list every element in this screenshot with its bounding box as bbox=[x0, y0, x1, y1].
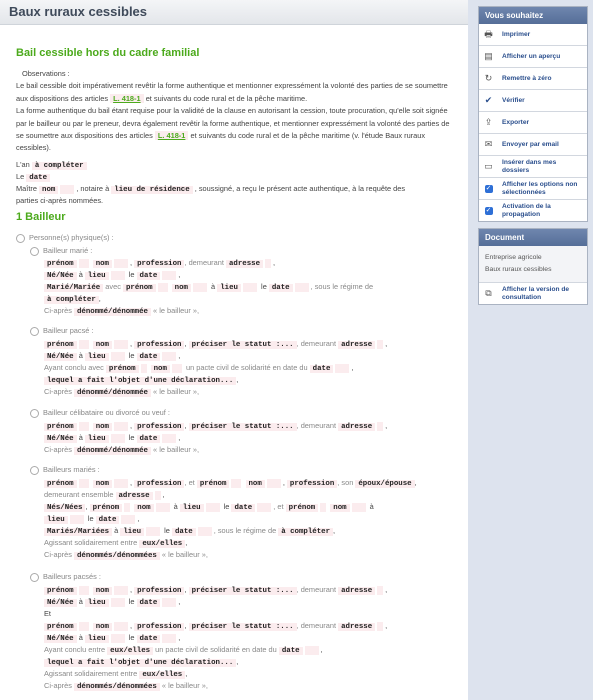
row: prénom nom , profession , préciser le statut :... , demeurant adresse , bbox=[44, 620, 387, 633]
propagation-toggle[interactable]: ✓ Activation de la propagation bbox=[479, 199, 587, 221]
section-bailleur-title: 1 Bailleur bbox=[16, 211, 66, 223]
observation-2: La forme authentique du bail étant requise pour la validité de la clause en autorisant la cession, toute procuration, qu'elle soit signée par le bailleur ou par le preneur, devra également revêtir la forme authentique, et mentionner expressément la volonté des parties de se soumettre aux dispositions des articles L. 418-1 et suivants du code rural et de la pêche maritime (v. l'étude Baux ruraux cessibles). bbox=[16, 106, 450, 153]
article-link[interactable]: L. 418-1 bbox=[110, 94, 144, 103]
row: Agissant solidairement entre eux/elles , bbox=[44, 538, 188, 548]
observations-label: Observations : bbox=[22, 69, 70, 78]
date-field[interactable]: date bbox=[26, 174, 50, 182]
insert-folder-button[interactable]: ▭ Insérer dans mes dossiers bbox=[479, 155, 587, 177]
row: demeurant ensemble adresse , bbox=[44, 490, 165, 500]
radio-icon[interactable] bbox=[30, 409, 39, 418]
row: Ci-après dénommés/dénommées « le bailleur », bbox=[44, 681, 208, 691]
row: Ci-après dénommé/dénommée « le bailleur », bbox=[44, 387, 200, 397]
option-bailleur-marie[interactable]: Bailleur marié : bbox=[30, 245, 92, 257]
checkbox-icon[interactable]: ✓ bbox=[485, 184, 492, 192]
row: lequel a fait l'objet d'une déclaration... , bbox=[44, 656, 238, 669]
row: Nés/Nées , prénom nom à lieu le date , et prénom nom à bbox=[44, 501, 374, 514]
row: Né/Née à lieu le date , bbox=[44, 432, 180, 445]
row: Né/Née à lieu le date , bbox=[44, 632, 180, 645]
radio-icon[interactable] bbox=[30, 327, 39, 336]
row: à compléter , bbox=[44, 293, 101, 306]
option-bailleurs-pacses[interactable]: Bailleurs pacsés : bbox=[30, 571, 101, 583]
article-link[interactable]: L. 418-1 bbox=[155, 131, 189, 140]
radio-icon[interactable] bbox=[16, 234, 25, 243]
document-panel bbox=[478, 228, 588, 305]
page-title: Baux ruraux cessibles bbox=[9, 4, 148, 19]
radio-icon[interactable] bbox=[30, 573, 39, 582]
line-maitre: Maître nom , notaire à lieu de résidence , soussigné, a reçu le présent acte authentique, à la requête des bbox=[16, 184, 406, 194]
line-an: L'an à compléter bbox=[16, 159, 87, 172]
document-info: Entreprise agricole Baux ruraux cessibles bbox=[479, 246, 587, 282]
line-parties: parties ci-après nommées. bbox=[16, 196, 104, 205]
sidebar bbox=[478, 6, 588, 311]
document-panel-title: Document bbox=[479, 229, 587, 246]
row: Né/Née à lieu le date , bbox=[44, 596, 180, 609]
option-personnes-physiques[interactable]: Personne(s) physique(s) : bbox=[16, 232, 114, 244]
document-title: Bail cessible hors du cadre familial bbox=[16, 47, 200, 59]
row: Ayant conclu entre eux/elles un pacte civil de solidarité en date du date , bbox=[44, 645, 323, 655]
print-button[interactable]: 🖶 Imprimer bbox=[484, 28, 531, 39]
observations bbox=[16, 68, 452, 155]
preview-button[interactable]: ▤ Afficher un aperçu bbox=[479, 45, 587, 67]
row: Né/Née à lieu le date , bbox=[44, 350, 180, 363]
row: Ayant conclu avec prénom nom un pacte civil de solidarité en date du date , bbox=[44, 363, 354, 373]
check-icon: ✔ bbox=[484, 95, 493, 105]
row: Agissant solidairement entre eux/elles , bbox=[44, 669, 188, 679]
row: prénom nom , profession , demeurant adresse , bbox=[44, 257, 275, 270]
row: Ci-après dénommé/dénommée « le bailleur », bbox=[44, 306, 200, 316]
radio-icon[interactable] bbox=[30, 466, 39, 475]
reset-button[interactable]: ↻ Remettre à zéro bbox=[479, 67, 587, 89]
option-bailleur-pacse[interactable]: Bailleur pacsé : bbox=[30, 325, 94, 337]
notaire-nom-field[interactable]: nom bbox=[39, 186, 58, 194]
actions-panel-title: Vous souhaitez bbox=[479, 7, 587, 24]
row: prénom nom , profession , préciser le statut :... , demeurant adresse , bbox=[44, 584, 387, 597]
row: prénom nom , profession , et prénom nom , profession , son époux/épouse , bbox=[44, 477, 417, 490]
preview-icon: ▤ bbox=[484, 51, 493, 61]
row: Mariés/Mariées à lieu le date , sous le régime de à compléter , bbox=[44, 525, 335, 538]
version-icon: ⧉ bbox=[485, 288, 492, 298]
actions-panel bbox=[478, 6, 588, 222]
export-icon: ⇪ bbox=[484, 117, 493, 127]
residence-field[interactable]: lieu de résidence bbox=[111, 186, 192, 194]
header-bar bbox=[0, 0, 468, 25]
email-button[interactable]: ✉ Envoyer par email bbox=[479, 133, 587, 155]
option-bailleur-celibataire[interactable]: Bailleur célibataire ou divorcé ou veuf : bbox=[30, 407, 170, 419]
email-icon: ✉ bbox=[484, 139, 493, 149]
printer-icon: 🖶 bbox=[484, 28, 493, 39]
line-le: Le date bbox=[16, 171, 50, 184]
option-bailleurs-maries[interactable]: Bailleurs mariés : bbox=[30, 464, 100, 476]
row: Né/Née à lieu le date , bbox=[44, 269, 180, 282]
row: lequel a fait l'objet d'une déclaration... , bbox=[44, 374, 238, 387]
row: Marié/Mariée avec prénom nom à lieu le date , sous le régime de bbox=[44, 281, 373, 294]
observation-1: Le bail cessible doit impérativement revêtir la forme authentique et mentionner expressément la volonté des parties de se soumettre aux dispositions des articles L. 418-1 et suivants du code rural et de la pêche maritime. bbox=[16, 81, 448, 103]
reset-icon: ↻ bbox=[484, 73, 493, 83]
radio-icon[interactable] bbox=[30, 247, 39, 256]
consultation-version-button[interactable]: ⧉ Afficher la version de consultation bbox=[479, 282, 587, 304]
row: Ci-après dénommés/dénommées « le bailleur », bbox=[44, 550, 208, 560]
row: lieu le date , bbox=[44, 513, 139, 526]
folder-icon: ▭ bbox=[484, 161, 493, 171]
row: prénom nom , profession , préciser le statut :... , demeurant adresse , bbox=[44, 420, 387, 433]
row: prénom nom , profession , préciser le statut :... , demeurant adresse , bbox=[44, 338, 387, 351]
an-field[interactable]: à compléter bbox=[32, 162, 87, 170]
checkbox-icon[interactable]: ✓ bbox=[485, 206, 492, 214]
row: Et bbox=[44, 609, 51, 618]
row: Ci-après dénommé/dénommée « le bailleur », bbox=[44, 445, 200, 455]
show-unselected-options-toggle[interactable]: ✓ Afficher les options non sélectionnées bbox=[479, 177, 587, 199]
export-button[interactable]: ⇪ Exporter bbox=[479, 111, 587, 133]
verify-button[interactable]: ✔ Vérifier bbox=[479, 89, 587, 111]
